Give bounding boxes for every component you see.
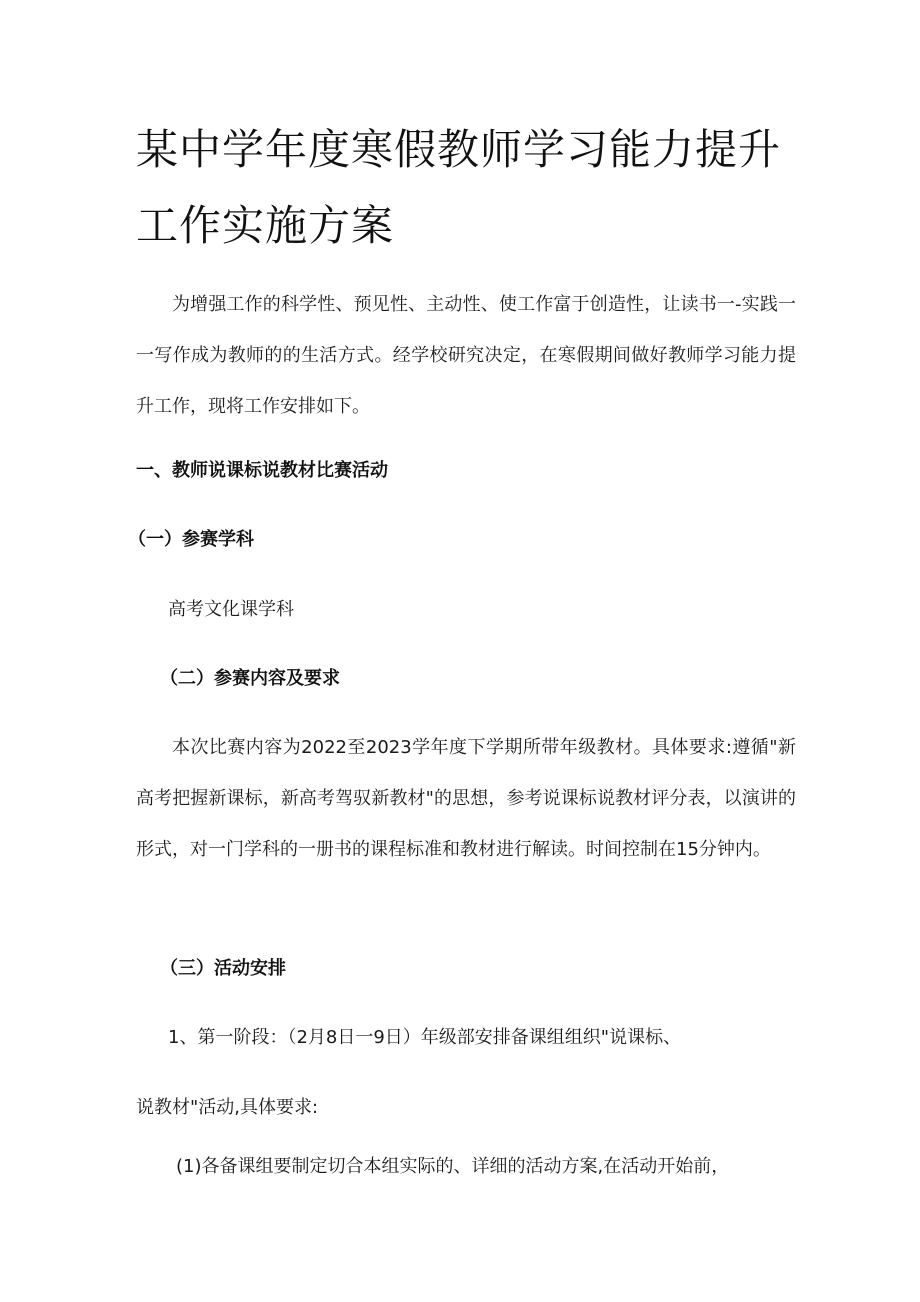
content-requirements-paragraph: 本次比赛内容为2022至2023学年度下学期所带年级教材。具体要求:遵循"新高考把握新课标，新高考驾驭新教材"的思想，参考说课标说教材评分表，以演讲的形式，对一门学科的一册书的课程标准和教材进行解读。时间控制在15分钟内。 — [136, 737, 796, 860]
subsection-heading-subjects: （一）参赛学科 — [128, 529, 254, 550]
intro-paragraph: 为增强工作的科学性、预见性、主动性、使工作富于创造性，让读书一-实践一一写作成为教师的的生活方式。经学校研究决定，在寒假期间做好教师学习能力提升工作，现将工作安排如下。 — [136, 294, 796, 417]
stage1-line-1: 1、第一阶段：（2月8日一9日）年级部安排备课组组织"说课标、 — [168, 1027, 682, 1048]
subsection-heading-content: （二）参赛内容及要求 — [160, 668, 340, 689]
document-title: 某中学年度寒假教师学习能力提升工作实施方案 — [136, 125, 782, 250]
subjects-body: 高考文化课学科 — [168, 599, 294, 620]
stage1-item-1: (1)各备课组要制定切合本组实际的、详细的活动方案,在活动开始前， — [176, 1156, 730, 1177]
stage1-line-2: 说教材"活动,具体要求: — [136, 1097, 319, 1118]
subsection-heading-schedule: （三）活动安排 — [160, 958, 286, 979]
section-heading-1: 一、教师说课标说教材比赛活动 — [136, 460, 388, 481]
